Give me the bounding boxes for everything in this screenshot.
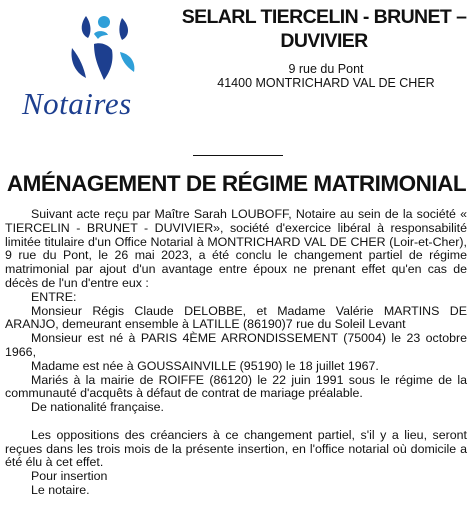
- notaires-logo: [22, 8, 182, 120]
- logo-text: Notaires: [22, 86, 132, 121]
- closing-line-1: Pour insertion: [31, 469, 108, 484]
- notaires-emblem-icon: [60, 8, 146, 88]
- divider: [193, 155, 283, 156]
- address-line-2: 41400 MONTRICHARD VAL DE CHER: [217, 76, 435, 90]
- entre-label: ENTRE:: [31, 289, 77, 304]
- birth-wife: Madame est née à GOUSSAINVILLE (95190) le 18 juillet 1967.: [31, 358, 379, 373]
- notice-body: [5, 208, 467, 498]
- birth-husband: Monsieur est né à PARIS 4ÈME ARRONDISSEMENT (75004) le 23 octobre 1966,: [5, 331, 467, 359]
- notice-title: AMÉNAGEMENT DE RÉGIME MATRIMONIAL: [6, 171, 467, 196]
- closing-line-2: Le notaire.: [31, 482, 90, 497]
- oppositions-paragraph: Les oppositions des créanciers à ce changement partiel, s'il y a lieu, seront reçues dans les trois mois de la présente insertion, en l'office notarial où domicile a été élu à cet effet.: [5, 427, 467, 470]
- firm-address: [190, 62, 462, 90]
- firm-name: SELARL TIERCELIN - BRUNET – DUVIVIER: [181, 6, 467, 52]
- intro-paragraph: Suivant acte reçu par Maître Sarah LOUBOFF, Notaire au sein de la société « TIERCELIN - BRUNET - DUVIVIER», société d'exercice libéral à responsabilité limitée titulaire d'un Office Notarial à MONTRICHARD VAL DE CHER (Loir-et-Cher), 9 rue du Pont, le 26 mai 2023, a été conclu le changement partiel de régime matrimonial par ajout d'un avantage entre époux ne prenant effet qu'en cas de décès de l'un d'entre eux :: [5, 207, 467, 290]
- nationality: De nationalité française.: [31, 400, 164, 415]
- parties-paragraph: Monsieur Régis Claude DELOBBE, et Madame Valérie MARTINS DE ARANJO, demeurant ensemble à LATILLE (86190)7 rue du Soleil Levant: [5, 303, 467, 332]
- marriage-paragraph: Mariés à la mairie de ROIFFE (86120) le 22 juin 1991 sous le régime de la communauté d'acquêts à défaut de contrat de mariage préalable.: [5, 372, 467, 401]
- spacer: [5, 415, 467, 429]
- address-line-1: 9 rue du Pont: [288, 62, 364, 76]
